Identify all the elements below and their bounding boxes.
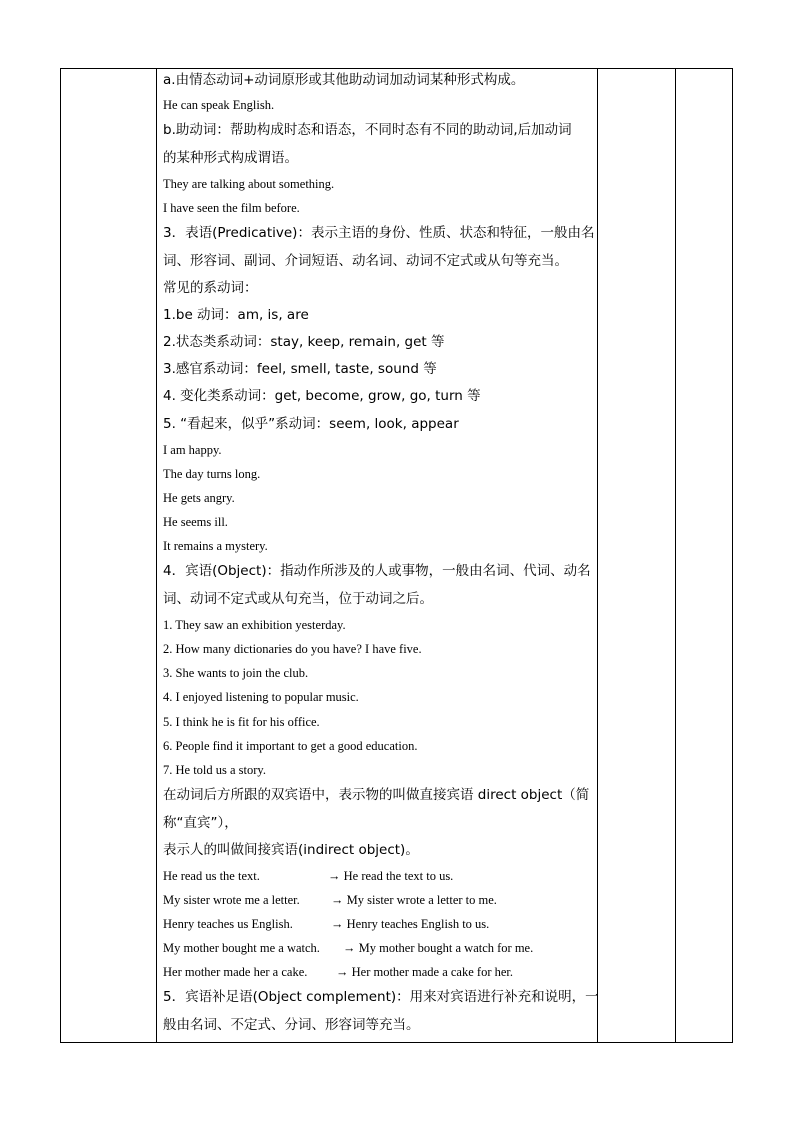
example-sentence: 1. They saw an exhibition yesterday. xyxy=(163,618,346,632)
text-line: 的某种形式构成谓语。 xyxy=(163,150,298,166)
transformed-sentence: → He read the text to us. xyxy=(328,869,454,883)
example-sentence: They are talking about something. xyxy=(163,177,335,191)
section-heading: 5．宾语补足语(Object complement)：用来对宾语进行补充和说明，一 xyxy=(163,989,599,1005)
transformation-row xyxy=(163,868,454,884)
transformed-sentence: → Henry teaches English to us. xyxy=(331,917,490,931)
original-sentence: My sister wrote me a letter. xyxy=(163,893,300,907)
original-sentence: My mother bought me a watch. xyxy=(163,941,320,955)
section-heading: 4．宾语(Object)：指动作所涉及的人或事物，一般由名词、代词、动名 xyxy=(163,563,591,579)
example-sentence: 3. She wants to join the club. xyxy=(163,666,309,680)
transformed-sentence: → My sister wrote a letter to me. xyxy=(331,893,497,907)
example-sentence: I have seen the film before. xyxy=(163,201,300,215)
example-sentence: He seems ill. xyxy=(163,515,228,529)
section-heading: 3．表语(Predicative)：表示主语的身份、性质、状态和特征，一般由名 xyxy=(163,225,595,241)
text-line: 表示人的叫做间接宾语(indirect object)。 xyxy=(163,842,419,858)
text-line: 常见的系动词： xyxy=(163,280,258,296)
text-line: 词、动词不定式或从句充当，位于动词之后。 xyxy=(163,591,433,607)
example-sentence: 6. People find it important to get a good education. xyxy=(163,739,418,753)
list-item: 2.状态类系动词：stay, keep, remain, get 等 xyxy=(163,334,445,350)
text-line: 词、形容词、副词、介词短语、动名词、动词不定式或从句等充当。 xyxy=(163,253,568,269)
example-sentence: The day turns long. xyxy=(163,467,261,481)
original-sentence: Her mother made her a cake. xyxy=(163,965,308,979)
example-sentence: He can speak English. xyxy=(163,98,275,112)
list-item: 4. 变化类系动词：get, become, grow, go, turn 等 xyxy=(163,388,481,404)
example-sentence: 4. I enjoyed listening to popular music. xyxy=(163,690,359,704)
transformation-row xyxy=(163,964,514,980)
original-sentence: Henry teaches us English. xyxy=(163,917,293,931)
original-sentence: He read us the text. xyxy=(163,869,260,883)
example-sentence: 5. I think he is fit for his office. xyxy=(163,715,320,729)
column-divider xyxy=(675,69,676,1042)
transformation-row xyxy=(163,892,497,908)
text-line: 在动词后方所跟的双宾语中，表示物的叫做直接宾语 direct object（简 xyxy=(163,787,590,803)
text-line: a.由情态动词+动词原形或其他助动词加动词某种形式构成。 xyxy=(163,72,525,88)
list-item: 3.感官系动词：feel, smell, taste, sound 等 xyxy=(163,361,437,377)
transformation-row xyxy=(163,916,490,932)
transformation-row xyxy=(163,940,534,956)
example-sentence: 2. How many dictionaries do you have? I have five. xyxy=(163,642,422,656)
text-line: 般由名词、不定式、分词、形容词等充当。 xyxy=(163,1017,420,1033)
text-line: b.助动词：帮助构成时态和语态，不同时态有不同的助动词,后加动词 xyxy=(163,122,572,138)
example-sentence: It remains a mystery. xyxy=(163,539,268,553)
transformed-sentence: → My mother bought a watch for me. xyxy=(343,941,534,955)
column-divider xyxy=(156,69,157,1042)
list-item: 5. “看起来，似乎”系动词：seem, look, appear xyxy=(163,416,459,432)
example-sentence: I am happy. xyxy=(163,443,222,457)
list-item: 1.be 动词：am, is, are xyxy=(163,307,309,323)
example-sentence: He gets angry. xyxy=(163,491,235,505)
text-line: 称“直宾”）， xyxy=(163,815,238,831)
transformed-sentence: → Her mother made a cake for her. xyxy=(336,965,514,979)
example-sentence: 7. He told us a story. xyxy=(163,763,266,777)
column-divider xyxy=(597,69,598,1042)
document-table xyxy=(60,68,733,1043)
